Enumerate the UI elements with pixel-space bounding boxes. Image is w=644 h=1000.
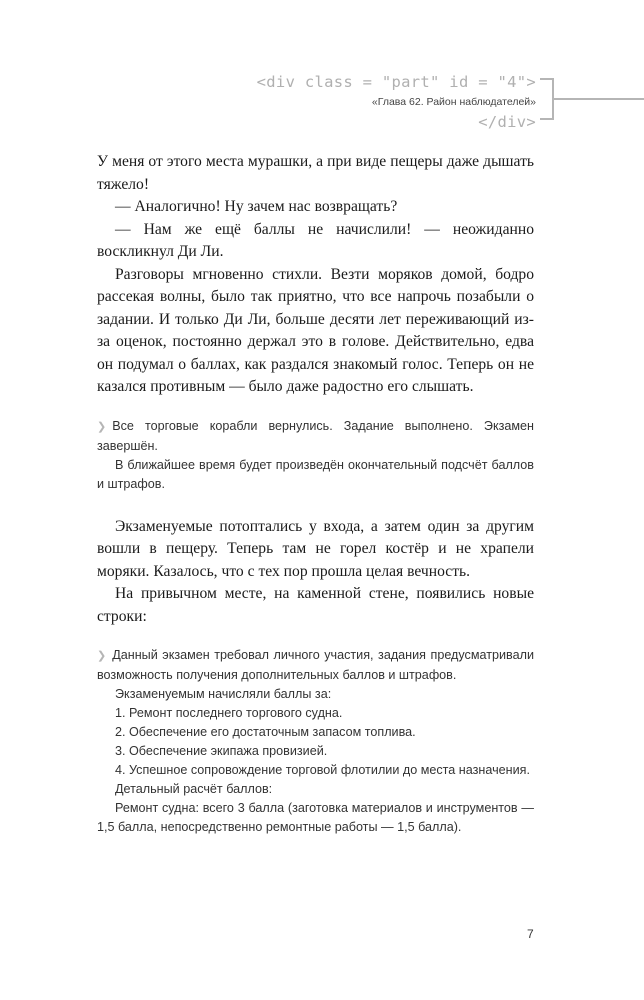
text: Данный экзамен требовал личного участия, задания предусматривали возможность получения дополнительных баллов и штрафов. [97, 648, 534, 682]
system-line [97, 799, 534, 837]
system-line [97, 742, 534, 761]
text: У меня от этого места мурашки, а при виде пещеры даже дышать тяжело! [97, 153, 534, 193]
text: На привычном месте, на каменной стене, появились новые строки: [97, 585, 534, 625]
code-close-tag: </div> [478, 113, 536, 131]
paragraph [97, 196, 534, 219]
text: Детальный расчёт баллов: [115, 782, 273, 796]
text: Ремонт судна: всего 3 балла (заготовка материалов и инструментов — 1,5 балла, непосредственно ремонтные работы — 1,5 балла). [97, 801, 534, 834]
text: В ближайшее время будет произведён окончательный подсчёт баллов и штрафов. [97, 457, 534, 491]
chapter-title: «Глава 62. Район наблюдателей» [371, 96, 536, 108]
header-bracket [540, 78, 554, 120]
page-content [97, 151, 534, 859]
paragraph [97, 583, 534, 628]
text: 2. Обеспечение его достаточным запасом топлива. [115, 725, 416, 739]
system-message-1 [97, 417, 534, 494]
paragraph [97, 264, 534, 399]
text: Разговоры мгновенно стихли. Везти моряков домой, бодро рассекая волны, было так приятно, что все напрочь позабыли о задании. И только Ди Ли, больше десяти лет переживающий из-за оценок, постоянно держал это в голове. Действительно, едва он подумал о баллах, как раздался знакомый голос. Теперь он не казался противным — было даже радостно его слышать. [97, 265, 534, 395]
system-line [97, 723, 534, 742]
paragraph-group-2 [97, 516, 534, 629]
text: Экзаменуемым начисляли баллы за: [115, 687, 332, 701]
header-bracket-line [554, 98, 644, 100]
text: — Аналогично! Ну зачем нас возвращать? [115, 198, 398, 215]
system-line [97, 417, 534, 456]
paragraph [97, 516, 534, 584]
text: Все торговые корабли вернулись. Задание выполнено. Экзамен завершён. [97, 418, 534, 453]
chapter-header [257, 72, 536, 132]
system-line [97, 685, 534, 704]
system-message-2 [97, 646, 534, 837]
system-line [97, 780, 534, 799]
page-number: 7 [527, 927, 534, 941]
paragraph [97, 219, 534, 264]
system-line [97, 761, 534, 780]
text: — Нам же ещё баллы не начислили! — неожиданно воскликнул Ди Ли. [97, 220, 534, 260]
system-line [97, 704, 534, 723]
paragraph [97, 151, 534, 196]
text: 3. Обеспечение экипажа провизией. [115, 744, 328, 758]
paragraph-group-1 [97, 151, 534, 399]
system-line [97, 456, 534, 494]
text: Экзаменуемые потоптались у входа, а затем один за другим вошли в пещеру. Теперь там не горел костёр и не храпели моряки. Казалось, что с тех пор прошла целая вечность. [97, 517, 534, 580]
text: 1. Ремонт последнего торгового судна. [115, 706, 343, 720]
chevron-right-icon: ❯ [97, 650, 107, 662]
code-open-tag: <div class = "part" id = "4"> [256, 73, 536, 91]
text: 4. Успешное сопровождение торговой флотилии до места назначения. [115, 763, 530, 777]
system-line [97, 646, 534, 685]
chevron-right-icon: ❯ [97, 420, 107, 433]
